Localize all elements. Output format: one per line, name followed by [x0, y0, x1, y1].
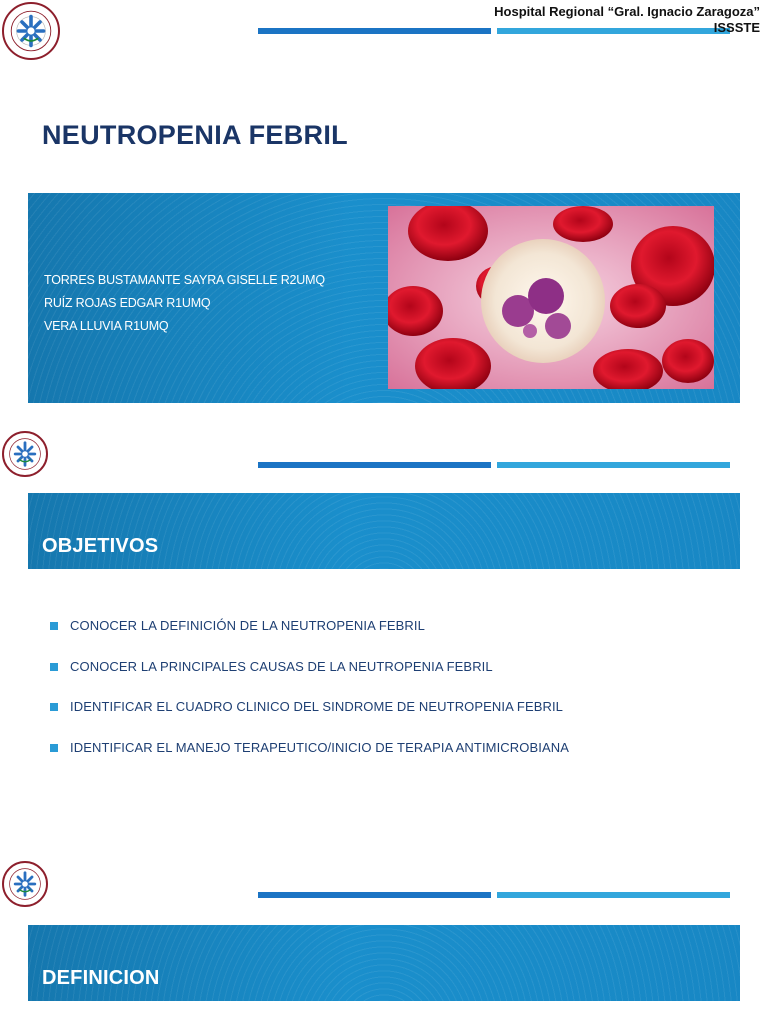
objective-text: IDENTIFICAR EL CUADRO CLINICO DEL SINDROME DE NEUTROPENIA FEBRIL	[70, 699, 564, 714]
author-item: TORRES BUSTAMANTE SAYRA GISELLE R2UMQ	[44, 273, 325, 287]
objective-text: CONOCER LA DEFINICIÓN DE LA NEUTROPENIA FEBRIL	[70, 618, 425, 633]
hospital-name-line1: Hospital Regional “Gral. Ignacio Zaragoza”	[494, 4, 760, 19]
hospital-logo	[2, 2, 60, 60]
presentation-title: NEUTROPENIA FEBRIL	[42, 120, 348, 150]
hospital-seal-icon	[4, 4, 58, 58]
blood-cells-image	[388, 206, 714, 389]
list-item	[50, 698, 569, 739]
square-bullet-icon	[50, 663, 58, 671]
hero-band	[28, 193, 740, 403]
hospital-seal-icon	[4, 863, 46, 905]
square-bullet-icon	[50, 744, 58, 752]
hospital-name-line2: ISSSTE	[713, 20, 760, 35]
hospital-seal-icon	[4, 433, 46, 475]
objective-text: IDENTIFICAR EL MANEJO TERAPEUTICO/INICIO DE TERAPIA ANTIMICROBIANA	[70, 739, 569, 755]
list-item	[50, 617, 569, 658]
square-bullet-icon	[50, 622, 58, 630]
section-title: OBJETIVOS	[42, 535, 159, 557]
hospital-name	[494, 4, 760, 36]
slide-objectives	[0, 425, 768, 850]
section-band	[28, 925, 740, 1001]
author-item: VERA LLUVIA R1UMQ	[44, 319, 169, 333]
header-bar-dark	[258, 28, 491, 34]
header-bar-dark	[258, 462, 491, 468]
objectives-list	[50, 617, 569, 779]
list-item	[50, 658, 569, 699]
objective-text: CONOCER LA PRINCIPALES CAUSAS DE LA NEUTROPENIA FEBRIL	[70, 658, 493, 674]
list-item	[50, 739, 569, 780]
header-bar-light	[497, 892, 730, 898]
header-bar-dark	[258, 892, 491, 898]
author-list	[44, 269, 325, 338]
section-band	[28, 493, 740, 569]
slide-definition	[0, 855, 768, 1024]
hospital-logo	[2, 431, 48, 477]
neutrophil-illustration	[388, 206, 714, 389]
square-bullet-icon	[50, 703, 58, 711]
hospital-logo	[2, 861, 48, 907]
author-item: RUÍZ ROJAS EDGAR R1UMQ	[44, 296, 211, 310]
header-bar-light	[497, 462, 730, 468]
slide-title	[0, 0, 768, 420]
section-title: DEFINICION	[42, 967, 160, 989]
